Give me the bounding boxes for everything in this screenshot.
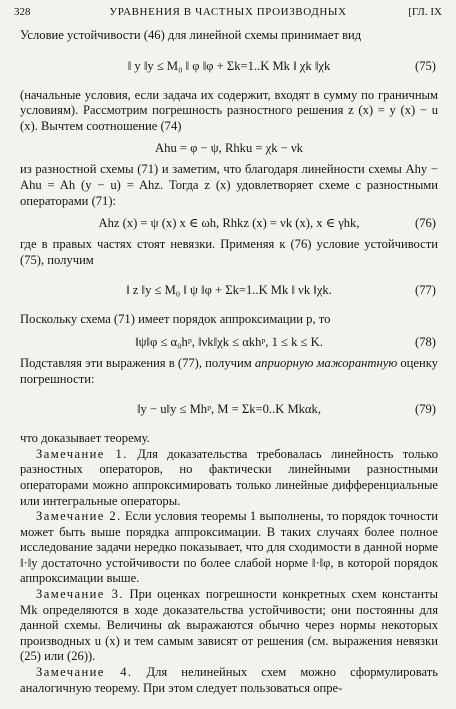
equation-74 — [20, 139, 438, 157]
running-header — [14, 6, 442, 22]
remark-2-label: Замечание 2. — [36, 509, 122, 524]
remark-1-label: Замечание 1. — [36, 446, 128, 461]
equation-78 — [20, 333, 438, 351]
remark-1-text: Для доказательства требовалась линейность только разностных операторов, но фактически линейными разностными операторами можно аппроксимировать только линейные дифференциальные или интегральные операторы. — [20, 446, 439, 508]
paragraph-error-definition: (начальные условия, если задача их содержит, входят в сумму по граничным условиям). Рассмотрим погрешность разностного решения z (x) = y (x) − u (x). Вычтем соотношение (74) — [20, 87, 438, 133]
paragraph-approximation-order: Поскольку схема (71) имеет порядок аппроксимации p, то — [20, 312, 331, 327]
equation-77 — [20, 273, 438, 307]
paragraph-stability-condition: Условие устойчивости (46) для линейной схемы принимает вид — [20, 28, 362, 42]
equation-77-number: (77) — [415, 283, 436, 298]
running-title: УРАВНЕНИЯ В ЧАСТНЫХ ПРОИЗВОДНЫХ — [109, 6, 347, 18]
paragraph-linearity: из разностной схемы (71) и заметим, что благодаря линейности схемы Ahy − Ahu = Ah (y − u) = Ahz. Тогда z (x) удовлетворяет схеме с разностными операторами (71): — [20, 162, 438, 208]
paragraph-a-priori-estimate — [20, 356, 438, 387]
text-a: Подставляя эти выражения в (77), получим — [20, 355, 255, 370]
remark-4 — [20, 665, 438, 696]
remark-4-label: Замечание 4. — [36, 665, 133, 680]
paragraph-theorem-proved: что доказывает теорему. — [20, 431, 150, 446]
equation-79 — [20, 392, 438, 426]
chapter-label: [ГЛ. IX — [408, 6, 442, 18]
equation-75-expr: ‖ y ‖y ≤ M₀ ‖ φ ‖φ + Σk=1..K Mk ‖ χk ‖χk — [127, 58, 331, 73]
remark-1 — [20, 447, 438, 509]
equation-76 — [20, 214, 438, 232]
remark-2 — [20, 509, 438, 587]
equation-75-number: (75) — [415, 58, 436, 73]
remark-4-text: Для нелинейных схем можно сформулировать аналогичную теорему. При этом следует пользоваться опре- — [20, 665, 439, 695]
remark-3-text: При оценках погрешности конкретных схем константы Mk определяются в ходе доказательства устойчивости; они постоянны для данной схемы. Величины αk выражаются обычно через нормы некоторых производных u (x) и тем самым зависят от решения (см. выражения невязки (25) или (26)). — [20, 587, 439, 664]
equation-76-expr: Ahz (x) = ψ (x) x ∈ ωh, Rhkz (x) = νk (x), x ∈ γhk, — [98, 216, 360, 231]
equation-76-number: (76) — [415, 216, 436, 231]
remark-2-text: Если условия теоремы 1 выполнены, то порядок точности может быть выше порядка аппроксимации. В таких случаях более полное исследование задачи нередко показывает, что для сходимости в данной норме ‖·‖y достаточно устойчивости по более слабой норме ‖·‖φ, в которой порядок аппроксимации выше. — [20, 509, 438, 586]
equation-75 — [20, 49, 438, 83]
equation-78-number: (78) — [415, 334, 436, 349]
emphasis-a-priori: априорную мажорантную — [254, 355, 398, 370]
equation-79-expr: ‖y − u‖y ≤ Mhᵖ, M = Σk=0..K Mkαk, — [137, 402, 321, 417]
page-body — [20, 28, 438, 696]
equation-78-expr: ‖ψ‖φ ≤ α₀hᵖ, ‖νk‖χk ≤ αkhᵖ, 1 ≤ k ≤ K. — [135, 334, 323, 349]
paragraph-residuals: где в правых частях стоят невязки. Применяя к (76) условие устойчивости (75), получим — [20, 237, 438, 267]
equation-74-expr: Ahu = φ − ψ, Rhku = χk − νk — [155, 141, 303, 156]
remark-3 — [20, 587, 438, 665]
text-b: оценку погрешности: — [20, 355, 438, 386]
equation-77-expr: ‖ z ‖y ≤ M₀ ‖ ψ ‖φ + Σk=1..K Mk ‖ νk ‖χk. — [126, 283, 332, 298]
remark-3-label: Замечание 3. — [36, 587, 124, 602]
equation-79-number: (79) — [415, 402, 436, 417]
page-number: 328 — [14, 6, 31, 18]
